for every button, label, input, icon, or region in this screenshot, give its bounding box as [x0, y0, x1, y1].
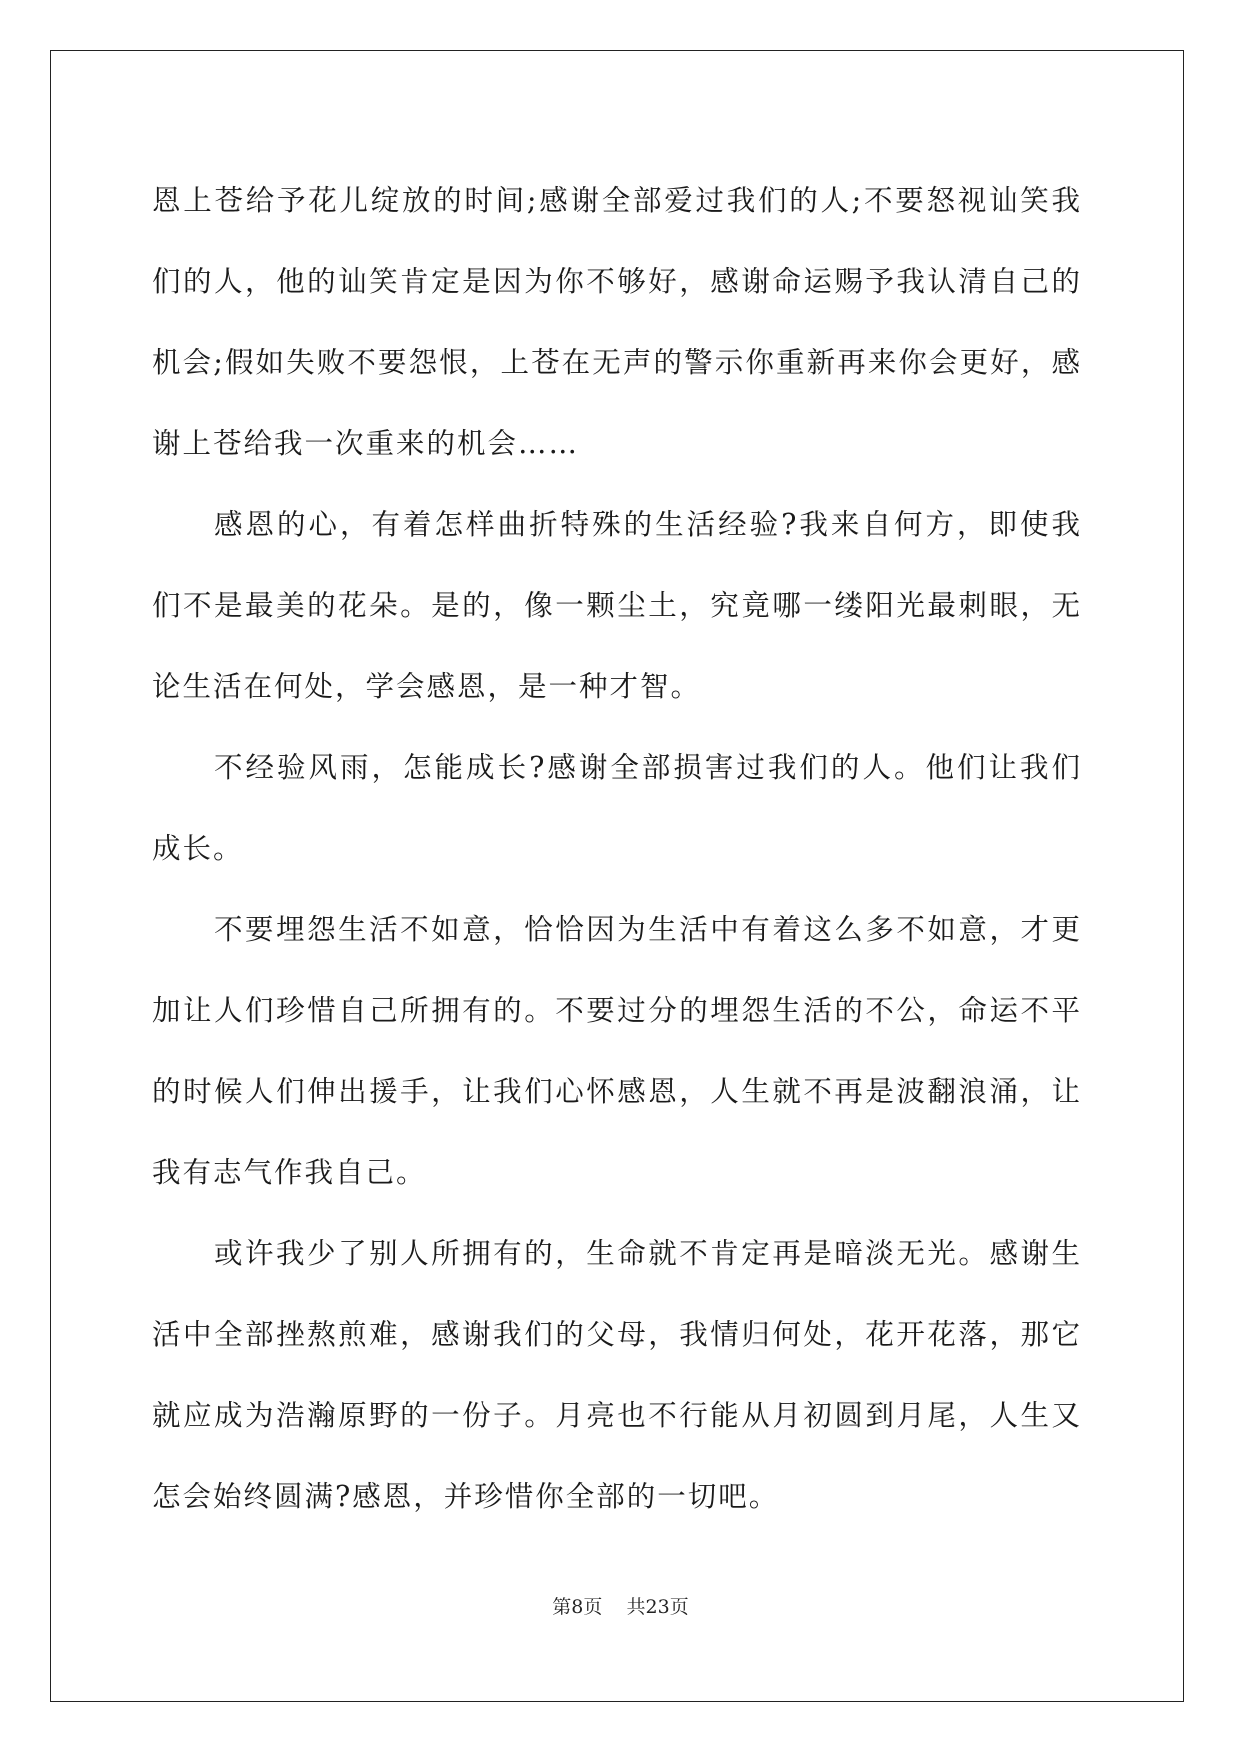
paragraph: 感恩的心，有着怎样曲折特殊的生活经验?我来自何方，即使我们不是最美的花朵。是的，像一颗尘土，究竟哪一缕阳光最刺眼，无论生活在何处，学会感恩，是一种才智。	[152, 508, 1082, 703]
paragraph: 不经验风雨，怎能成长?感谢全部损害过我们的人。他们让我们成长。	[152, 751, 1082, 865]
page-number: 第8页	[552, 1596, 603, 1618]
paragraph: 不要埋怨生活不如意，恰恰因为生活中有着这么多不如意，才更加让人们珍惜自己所拥有的。不要过分的埋怨生活的不公，命运不平的时候人们伸出援手，让我们心怀感恩，人生就不再是波翻浪涌，让我有志气作我自己。	[152, 913, 1082, 1189]
paragraph: 或许我少了别人所拥有的，生命就不肯定再是暗淡无光。感谢生活中全部挫熬煎难，感谢我们的父母，我情归何处，花开花落，那它就应成为浩瀚原野的一份子。月亮也不行能从月初圆到月尾，人生又怎会始终圆满?感恩，并珍惜你全部的一切吧。	[152, 1237, 1082, 1513]
page-footer	[0, 1592, 1241, 1619]
paragraph-continued: 恩上苍给予花儿绽放的时间;感谢全部爱过我们的人;不要怒视讪笑我们的人，他的讪笑肯定是因为你不够好，感谢命运赐予我认清自己的机会;假如失败不要怨恨，上苍在无声的警示你重新再来你会更好，感谢上苍给我一次重来的机会……	[152, 184, 1082, 460]
document-body	[152, 160, 1082, 1537]
total-pages: 共23页	[626, 1596, 689, 1618]
